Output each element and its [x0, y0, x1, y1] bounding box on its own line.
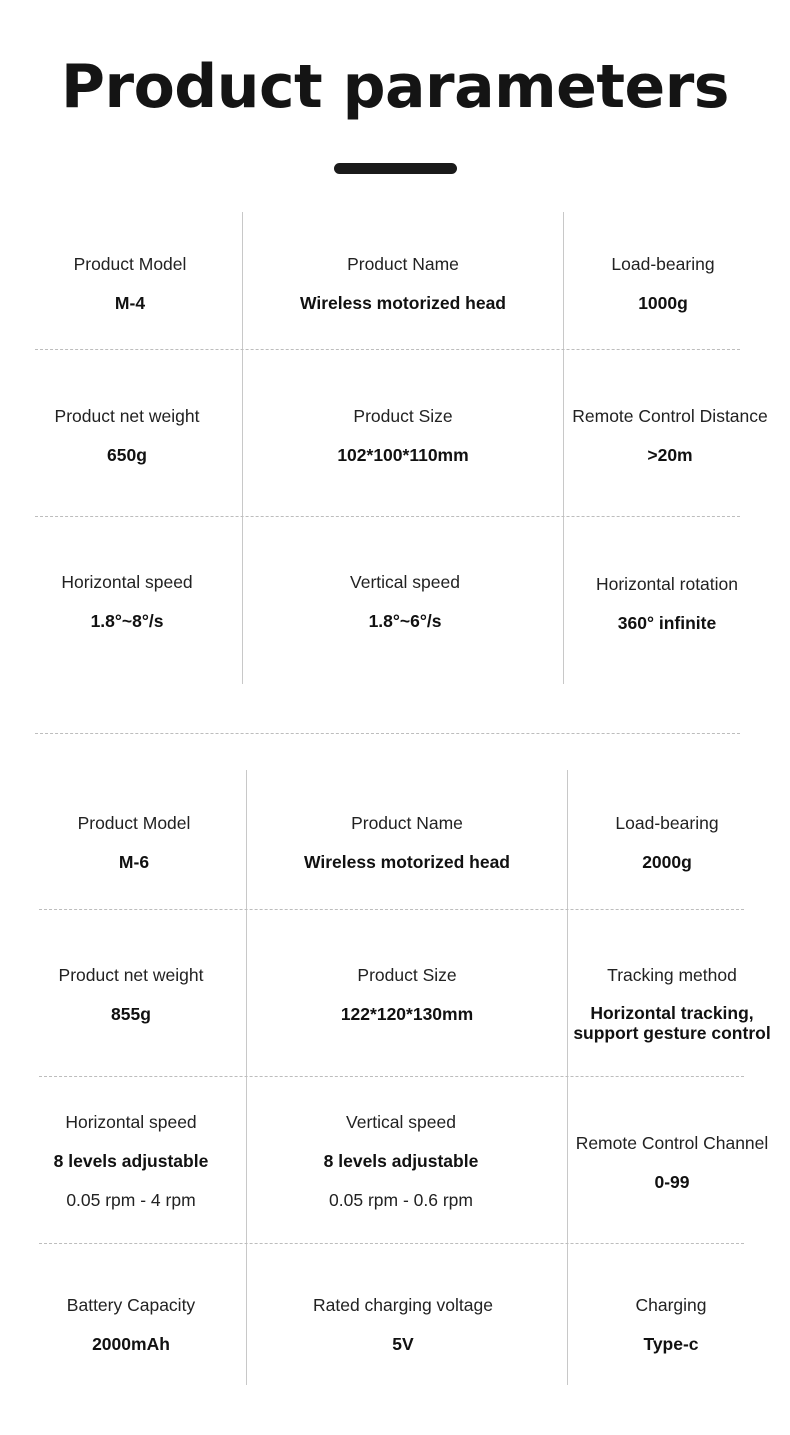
spec-label: Remote Control Distance — [572, 406, 768, 426]
spec-value: 122*120*130mm — [340, 1004, 474, 1024]
spec-value: 102*100*110mm — [337, 445, 469, 465]
spec-value: M-4 — [114, 293, 146, 313]
spec-battery-capacity — [31, 1295, 231, 1354]
title-underline — [334, 163, 457, 174]
spec-value: Type-c — [643, 1334, 699, 1354]
spec-label: Product Size — [353, 406, 453, 426]
divider-horizontal — [35, 733, 740, 734]
spec-value: 2000mAh — [92, 1334, 170, 1354]
spec-product-size — [252, 406, 554, 465]
spec-label: Vertical speed — [350, 572, 460, 592]
spec-charging — [571, 1295, 771, 1354]
spec-charging-voltage — [252, 1295, 554, 1354]
divider-horizontal — [35, 349, 740, 350]
spec-value: 5V — [392, 1334, 414, 1354]
divider-vertical — [563, 212, 564, 684]
spec-label: Horizontal speed — [61, 572, 193, 592]
spec-label: Product Name — [351, 813, 463, 833]
spec-value: 8 levels adjustable — [323, 1151, 479, 1171]
spec-subvalue: 0.05 rpm - 4 rpm — [66, 1190, 196, 1210]
spec-value: M-6 — [118, 852, 150, 872]
spec-value: 8 levels adjustable — [53, 1151, 209, 1171]
spec-remote-distance — [565, 406, 775, 465]
spec-remote-channel — [567, 1133, 777, 1192]
spec-value: Wireless motorized head — [299, 293, 506, 313]
spec-net-weight — [27, 406, 227, 465]
spec-label: Remote Control Channel — [575, 1133, 769, 1153]
spec-label: Product Model — [73, 254, 187, 274]
spec-horizontal-rotation — [567, 574, 767, 633]
spec-label: Rated charging voltage — [313, 1295, 493, 1315]
divider-horizontal — [39, 1243, 744, 1244]
spec-label: Product Name — [347, 254, 459, 274]
spec-label: Load-bearing — [611, 254, 715, 274]
spec-load-bearing — [565, 254, 761, 313]
spec-label: Horizontal speed — [65, 1112, 197, 1132]
spec-subvalue: 0.05 rpm - 0.6 rpm — [329, 1190, 473, 1210]
spec-value: >20m — [647, 445, 693, 465]
spec-label: Vertical speed — [346, 1112, 456, 1132]
spec-label: Battery Capacity — [66, 1295, 196, 1315]
spec-horizontal-speed — [27, 572, 227, 631]
spec-horizontal-speed — [31, 1112, 231, 1210]
spec-value: 0-99 — [654, 1172, 690, 1192]
spec-product-name — [252, 254, 554, 313]
divider-vertical — [246, 770, 247, 1385]
spec-value: 650g — [107, 445, 147, 465]
spec-value: 2000g — [642, 852, 692, 872]
spec-label: Load-bearing — [615, 813, 719, 833]
spec-label: Product Model — [77, 813, 191, 833]
spec-label: Tracking method — [607, 965, 737, 985]
spec-net-weight — [31, 965, 231, 1024]
divider-horizontal — [39, 1076, 744, 1077]
spec-value: 1000g — [638, 293, 688, 313]
spec-value: 1.8°~8°/s — [90, 611, 164, 631]
spec-product-size — [256, 965, 558, 1024]
spec-load-bearing — [569, 813, 765, 872]
divider-vertical — [242, 212, 243, 684]
divider-horizontal — [35, 516, 740, 517]
spec-value: 855g — [111, 1004, 151, 1024]
spec-value: Wireless motorized head — [303, 852, 510, 872]
spec-tracking-method — [570, 965, 774, 1043]
divider-horizontal — [39, 909, 744, 910]
spec-value: 1.8°~6°/s — [368, 611, 442, 631]
divider-vertical — [567, 770, 568, 1385]
spec-label: Product net weight — [58, 965, 204, 985]
spec-label: Product Size — [357, 965, 457, 985]
page-title: Product parameters — [61, 52, 729, 122]
spec-value-line: Horizontal tracking, — [590, 1003, 754, 1023]
spec-product-model — [30, 254, 230, 313]
spec-product-model — [34, 813, 234, 872]
spec-value: 360° infinite — [617, 613, 717, 633]
spec-value-line: support gesture control — [573, 1023, 771, 1043]
spec-product-name — [256, 813, 558, 872]
spec-vertical-speed — [250, 1112, 552, 1210]
spec-vertical-speed — [254, 572, 556, 631]
spec-label: Charging — [635, 1295, 707, 1315]
spec-label: Product net weight — [54, 406, 200, 426]
spec-label: Horizontal rotation — [595, 574, 739, 594]
spec-value — [570, 1003, 774, 1043]
